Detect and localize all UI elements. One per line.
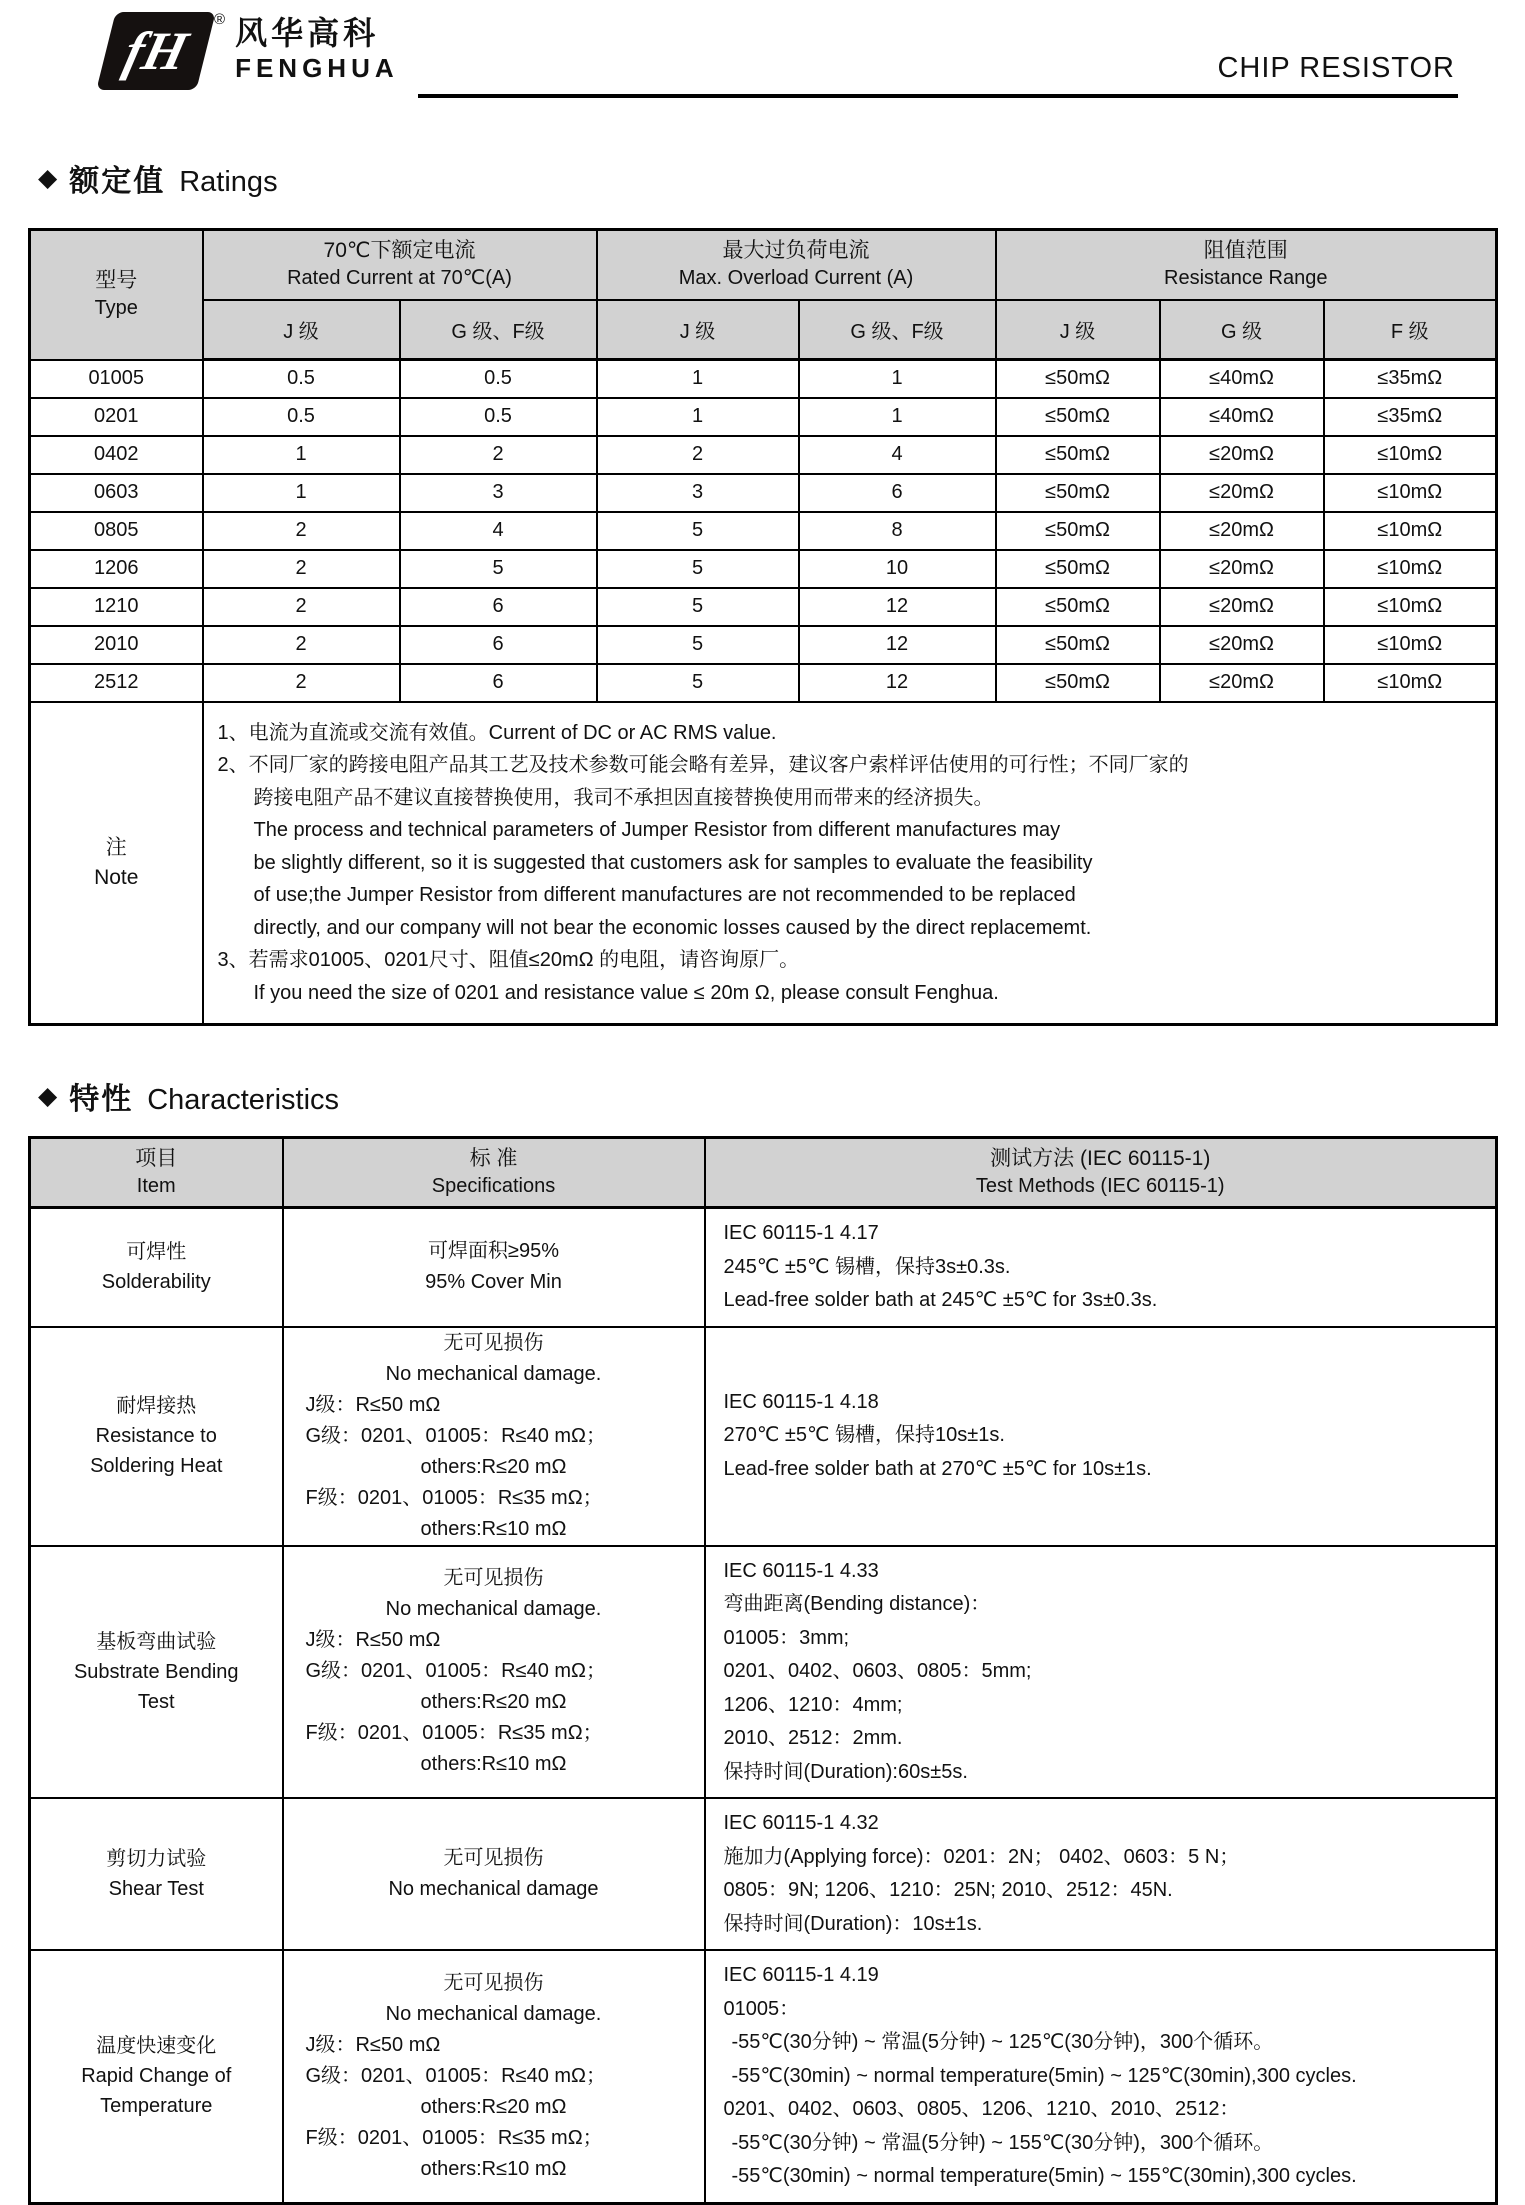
spec-header-english: Specifications	[431, 1175, 556, 1197]
spec-line: No mechanical damage.	[385, 1598, 602, 1621]
ratings-cell: 6	[799, 474, 996, 512]
ratings-heading-chinese: 额定值	[69, 165, 166, 198]
spec-line: F级：0201、01005：R≤35 mΩ；	[305, 1722, 603, 1745]
ratings-header-row-grades	[30, 300, 1497, 360]
note-line: be slightly different, so it is suggested that customers ask for samples to evaluate the feasibility	[253, 851, 1093, 874]
ratings-cell: 6	[400, 626, 597, 664]
resistance-range-chinese: 阻值范围	[1203, 239, 1288, 263]
ratings-cell: ≤50mΩ	[996, 588, 1160, 626]
spec-line: F级：0201、01005：R≤35 mΩ；	[305, 2126, 603, 2149]
method-line: -55℃(30分钟) ~ 常温(5分钟) ~ 125℃(30分钟)，300个循环。	[731, 2031, 1274, 2053]
method-line: Lead-free solder bath at 270℃ ±5℃ for 10s±1s.	[723, 1457, 1152, 1480]
note-line: 1、电流为直流或交流有效值。Current of DC or AC RMS value.	[217, 721, 777, 744]
ratings-cell: ≤50mΩ	[996, 474, 1160, 512]
table-row	[30, 1208, 1497, 1327]
spec-line: 无可见损伤	[443, 1971, 544, 1994]
ratings-type-cell: 0603	[30, 474, 203, 512]
item-line: 耐焊接热	[116, 1395, 197, 1417]
method-header-chinese: 测试方法 (IEC 60115-1)	[990, 1147, 1211, 1170]
ratings-table	[28, 228, 1498, 1026]
ratings-cell: ≤35mΩ	[1324, 360, 1497, 398]
ratings-cell: 2	[203, 626, 400, 664]
rated-current-chinese: 70℃下额定电流	[323, 239, 476, 263]
ratings-type-cell: 2010	[30, 626, 203, 664]
ratings-cell: ≤40mΩ	[1160, 398, 1324, 436]
ratings-cell: ≤50mΩ	[996, 360, 1160, 398]
spec-line: 可焊面积≥95%	[427, 1240, 559, 1263]
spec-line: 无可见损伤	[443, 1567, 544, 1590]
diamond-icon: ◆	[38, 164, 58, 192]
ratings-cell: ≤10mΩ	[1324, 588, 1497, 626]
spec-cell	[283, 1798, 705, 1950]
ratings-cell: ≤35mΩ	[1324, 398, 1497, 436]
ratings-type-cell: 01005	[30, 360, 203, 398]
spec-line: G级：0201、01005：R≤40 mΩ；	[305, 1660, 606, 1683]
spec-line: G级：0201、01005：R≤40 mΩ；	[305, 2064, 606, 2087]
ratings-cell: 4	[400, 512, 597, 550]
logo-name-english: FENGHUA	[235, 53, 399, 84]
spec-line: F级：0201、01005：R≤35 mΩ；	[305, 1486, 603, 1509]
method-line: 保持时间(Duration)：10s±1s.	[723, 1912, 983, 1935]
ratings-cell: 4	[799, 436, 996, 474]
ratings-cell: 2	[203, 588, 400, 626]
method-line: 01005：	[723, 1997, 800, 2020]
grade-header-cell: J 级	[996, 300, 1160, 360]
ratings-cell: ≤20mΩ	[1160, 664, 1324, 702]
item-line: Solderability	[101, 1271, 211, 1294]
spec-line: others:R≤20 mΩ	[420, 2095, 567, 2118]
item-cell	[30, 1950, 283, 2203]
item-line: 可焊性	[126, 1241, 187, 1264]
item-cell	[30, 1208, 283, 1327]
method-line: 1206、1210：4mm;	[723, 1693, 903, 1716]
ratings-cell: 1	[799, 360, 996, 398]
ratings-cell: 5	[597, 664, 799, 702]
item-cell	[30, 1546, 283, 1799]
ratings-cell: 1	[597, 360, 799, 398]
note-label-chinese: 注	[105, 835, 127, 859]
ratings-cell: ≤40mΩ	[1160, 360, 1324, 398]
item-header-cell	[30, 1138, 283, 1208]
spec-line: others:R≤10 mΩ	[420, 1517, 567, 1540]
table-row	[30, 360, 1497, 398]
rated-current-english: Rated Current at 70℃(A)	[287, 267, 512, 290]
method-cell	[705, 1798, 1497, 1950]
ratings-cell: 1	[597, 398, 799, 436]
ratings-cell: ≤50mΩ	[996, 436, 1160, 474]
ratings-cell: 5	[400, 550, 597, 588]
table-row	[30, 664, 1497, 702]
ratings-heading-english: Ratings	[179, 166, 278, 198]
item-header-chinese: 项目	[135, 1147, 178, 1170]
ratings-cell: 0.5	[203, 360, 400, 398]
note-label-cell	[30, 702, 203, 1025]
table-row	[30, 436, 1497, 474]
spec-line: G级：0201、01005：R≤40 mΩ；	[305, 1424, 606, 1447]
ratings-note-row	[30, 702, 1497, 1025]
item-line: Resistance to	[95, 1425, 217, 1447]
spec-header-cell	[283, 1138, 705, 1208]
spec-line: J级：R≤50 mΩ	[305, 1393, 441, 1416]
ratings-cell: ≤20mΩ	[1160, 626, 1324, 664]
ratings-cell: 10	[799, 550, 996, 588]
spec-header-chinese: 标 准	[469, 1147, 518, 1170]
table-row	[30, 1546, 1497, 1799]
ratings-cell: 2	[203, 550, 400, 588]
ratings-cell: ≤20mΩ	[1160, 474, 1324, 512]
method-header-cell	[705, 1138, 1497, 1208]
ratings-type-cell: 1210	[30, 588, 203, 626]
method-cell	[705, 1327, 1497, 1546]
overload-current-chinese: 最大过负荷电流	[722, 239, 870, 263]
table-row	[30, 1950, 1497, 2203]
method-line: 270℃ ±5℃ 锡槽，保持10s±1s.	[723, 1424, 1005, 1447]
characteristics-table	[28, 1136, 1498, 2205]
ratings-cell: ≤10mΩ	[1324, 664, 1497, 702]
grade-header-cell: J 级	[597, 300, 799, 360]
spec-cell	[283, 1950, 705, 2203]
method-line: IEC 60115-1 4.19	[723, 1964, 879, 1986]
resistance-range-header-cell	[996, 230, 1497, 300]
method-line: 施加力(Applying force)：0201：2N； 0402、0603：5 N；	[723, 1845, 1240, 1868]
method-line: 2010、2512：2mm.	[723, 1727, 903, 1749]
type-header-cell	[30, 230, 203, 360]
characteristics-header-row	[30, 1138, 1497, 1208]
ratings-cell: 5	[597, 588, 799, 626]
ratings-cell: 1	[203, 436, 400, 474]
spec-line: others:R≤10 mΩ	[420, 1753, 567, 1776]
ratings-cell: 3	[400, 474, 597, 512]
ratings-type-cell: 0402	[30, 436, 203, 474]
note-line: 2、不同厂家的跨接电阻产品其工艺及技术参数可能会略有差异，建议客户索样评估使用的可行性；不同厂家的	[217, 754, 1189, 776]
spec-line: others:R≤20 mΩ	[420, 1691, 567, 1714]
ratings-cell: ≤50mΩ	[996, 398, 1160, 436]
item-line: Test	[137, 1690, 175, 1713]
ratings-cell: ≤20mΩ	[1160, 512, 1324, 550]
grade-header-cell: J 级	[203, 300, 400, 360]
spec-cell	[283, 1327, 705, 1546]
note-line: The process and technical parameters of Jumper Resistor from different manufactures may	[253, 819, 1061, 841]
ratings-cell: 2	[400, 436, 597, 474]
ratings-cell: 0.5	[400, 360, 597, 398]
page-header	[0, 0, 1525, 98]
ratings-cell: 12	[799, 588, 996, 626]
ratings-cell: 3	[597, 474, 799, 512]
method-line: 0201、0402、0603、0805：5mm;	[723, 1660, 1032, 1682]
ratings-cell: 6	[400, 588, 597, 626]
item-line: Soldering Heat	[90, 1455, 223, 1477]
table-row	[30, 588, 1497, 626]
ratings-header-row-groups	[30, 230, 1497, 300]
ratings-cell: 0.5	[203, 398, 400, 436]
grade-header-cell: F 级	[1324, 300, 1497, 360]
ratings-cell: ≤20mΩ	[1160, 550, 1324, 588]
method-line: IEC 60115-1 4.33	[723, 1559, 879, 1582]
spec-line: 无可见损伤	[443, 1847, 544, 1869]
method-line: 0805：9N; 1206、1210：25N; 2010、2512：45N.	[723, 1879, 1173, 1901]
method-line: -55℃(30min) ~ normal temperature(5min) ~ 125℃(30min),300 cycles.	[731, 2064, 1357, 2087]
table-row	[30, 1327, 1497, 1546]
spec-line: 95% Cover Min	[425, 1271, 562, 1294]
method-cell	[705, 1546, 1497, 1799]
item-header-english: Item	[136, 1175, 176, 1197]
note-label-english: Note	[94, 865, 139, 889]
logo-text	[235, 16, 399, 83]
method-line: IEC 60115-1 4.18	[723, 1390, 879, 1413]
table-row	[30, 550, 1497, 588]
method-line: 245℃ ±5℃ 锡槽，保持3s±0.3s.	[723, 1255, 1011, 1278]
ratings-cell: 2	[597, 436, 799, 474]
table-row	[30, 626, 1497, 664]
spec-line: others:R≤20 mΩ	[420, 1455, 567, 1478]
method-line: 01005：3mm;	[723, 1626, 850, 1649]
method-cell	[705, 1950, 1497, 2203]
logo-name-chinese: 风华高科	[235, 15, 380, 51]
note-line: 跨接电阻产品不建议直接替换使用，我司不承担因直接替换使用而带来的经济损失。	[253, 786, 994, 809]
spec-line: No mechanical damage.	[385, 2002, 602, 2025]
item-line: Rapid Change of	[81, 2065, 232, 2088]
rated-current-header-cell	[203, 230, 597, 300]
ratings-cell: 0.5	[400, 398, 597, 436]
ratings-cell: 12	[799, 626, 996, 664]
ratings-cell: 5	[597, 550, 799, 588]
item-line: Substrate Bending	[73, 1660, 239, 1683]
grade-header-cell: G 级、F级	[400, 300, 597, 360]
ratings-type-cell: 0805	[30, 512, 203, 550]
overload-current-english: Max. Overload Current (A)	[678, 267, 914, 290]
grade-header-cell: G 级、F级	[799, 300, 996, 360]
spec-cell	[283, 1208, 705, 1327]
item-cell	[30, 1327, 283, 1546]
ratings-cell: 5	[597, 626, 799, 664]
ratings-cell: 5	[597, 512, 799, 550]
ratings-type-cell: 1206	[30, 550, 203, 588]
page-content	[0, 98, 1525, 2205]
item-cell	[30, 1798, 283, 1950]
ratings-cell: ≤10mΩ	[1324, 474, 1497, 512]
method-line: 保持时间(Duration):60s±5s.	[723, 1760, 968, 1783]
ratings-section-heading	[38, 98, 1497, 200]
method-line: IEC 60115-1 4.32	[723, 1812, 879, 1834]
item-line: 基板弯曲试验	[96, 1630, 217, 1653]
header-rule	[418, 94, 1458, 98]
characteristics-heading-english: Characteristics	[147, 1084, 340, 1116]
method-line: -55℃(30分钟) ~ 常温(5分钟) ~ 155℃(30分钟)，300个循环。	[731, 2131, 1274, 2154]
ratings-cell: ≤10mΩ	[1324, 550, 1497, 588]
table-row	[30, 512, 1497, 550]
table-row	[30, 398, 1497, 436]
ratings-type-cell: 2512	[30, 664, 203, 702]
ratings-cell: ≤50mΩ	[996, 664, 1160, 702]
method-line: 弯曲距离(Bending distance)：	[723, 1593, 991, 1615]
ratings-cell: ≤10mΩ	[1324, 626, 1497, 664]
grade-header-cell: G 级	[1160, 300, 1324, 360]
note-line: 3、若需求01005、0201尺寸、阻值≤20mΩ 的电阻，请咨询原厂。	[217, 949, 800, 971]
ratings-cell: ≤20mΩ	[1160, 588, 1324, 626]
ratings-cell: ≤50mΩ	[996, 626, 1160, 664]
type-header-chinese: 型号	[95, 269, 138, 293]
method-line: -55℃(30min) ~ normal temperature(5min) ~ 155℃(30min),300 cycles.	[731, 2165, 1357, 2187]
note-line: directly, and our company will not bear the economic losses caused by the direct replacememt.	[253, 916, 1092, 939]
characteristics-heading-chinese: 特性	[69, 1083, 134, 1116]
spec-line: No mechanical damage.	[385, 1362, 602, 1385]
method-line: IEC 60115-1 4.17	[723, 1222, 879, 1244]
ratings-cell: ≤20mΩ	[1160, 436, 1324, 474]
spec-line: others:R≤10 mΩ	[420, 2157, 567, 2180]
spec-line: No mechanical damage	[388, 1878, 599, 1900]
item-line: 温度快速变化	[96, 2035, 217, 2058]
note-line: If you need the size of 0201 and resistance value ≤ 20m Ω, please consult Fenghua.	[253, 981, 999, 1004]
item-line: Shear Test	[108, 1878, 204, 1900]
spec-line: J级：R≤50 mΩ	[305, 1629, 441, 1652]
method-cell	[705, 1208, 1497, 1327]
resistance-range-english: Resistance Range	[1164, 267, 1328, 290]
diamond-icon: ◆	[38, 1082, 58, 1110]
fenghua-logo-icon: fH	[96, 12, 215, 90]
overload-current-header-cell	[597, 230, 996, 300]
ratings-cell: 2	[203, 512, 400, 550]
ratings-cell: ≤10mΩ	[1324, 512, 1497, 550]
ratings-cell: 2	[203, 664, 400, 702]
method-line: 0201、0402、0603、0805、1206、1210、2010、2512：	[723, 2098, 1240, 2120]
registered-trademark-icon: ®	[214, 11, 226, 28]
method-header-english: Test Methods (IEC 60115-1)	[975, 1175, 1225, 1197]
ratings-cell: 1	[799, 398, 996, 436]
ratings-cell: 6	[400, 664, 597, 702]
ratings-cell: 12	[799, 664, 996, 702]
ratings-cell: ≤50mΩ	[996, 512, 1160, 550]
note-line: of use;the Jumper Resistor from different manufactures are not recommended to be replaced	[253, 884, 1076, 906]
page-title: CHIP RESISTOR	[1217, 52, 1455, 84]
type-header-english: Type	[94, 297, 138, 320]
ratings-cell: ≤50mΩ	[996, 550, 1160, 588]
ratings-cell: ≤10mΩ	[1324, 436, 1497, 474]
table-row	[30, 474, 1497, 512]
fenghua-logo	[92, 12, 399, 90]
spec-line: 无可见损伤	[443, 1331, 544, 1354]
characteristics-section-heading	[38, 1074, 1497, 1118]
note-body-cell	[203, 702, 1497, 1025]
ratings-type-cell: 0201	[30, 398, 203, 436]
spec-cell	[283, 1546, 705, 1799]
spec-line: J级：R≤50 mΩ	[305, 2033, 441, 2056]
ratings-cell: 1	[203, 474, 400, 512]
table-row	[30, 1798, 1497, 1950]
item-line: 剪切力试验	[106, 1848, 207, 1870]
ratings-cell: 8	[799, 512, 996, 550]
item-line: Temperature	[100, 2095, 213, 2118]
method-line: Lead-free solder bath at 245℃ ±5℃ for 3s±0.3s.	[723, 1289, 1158, 1311]
